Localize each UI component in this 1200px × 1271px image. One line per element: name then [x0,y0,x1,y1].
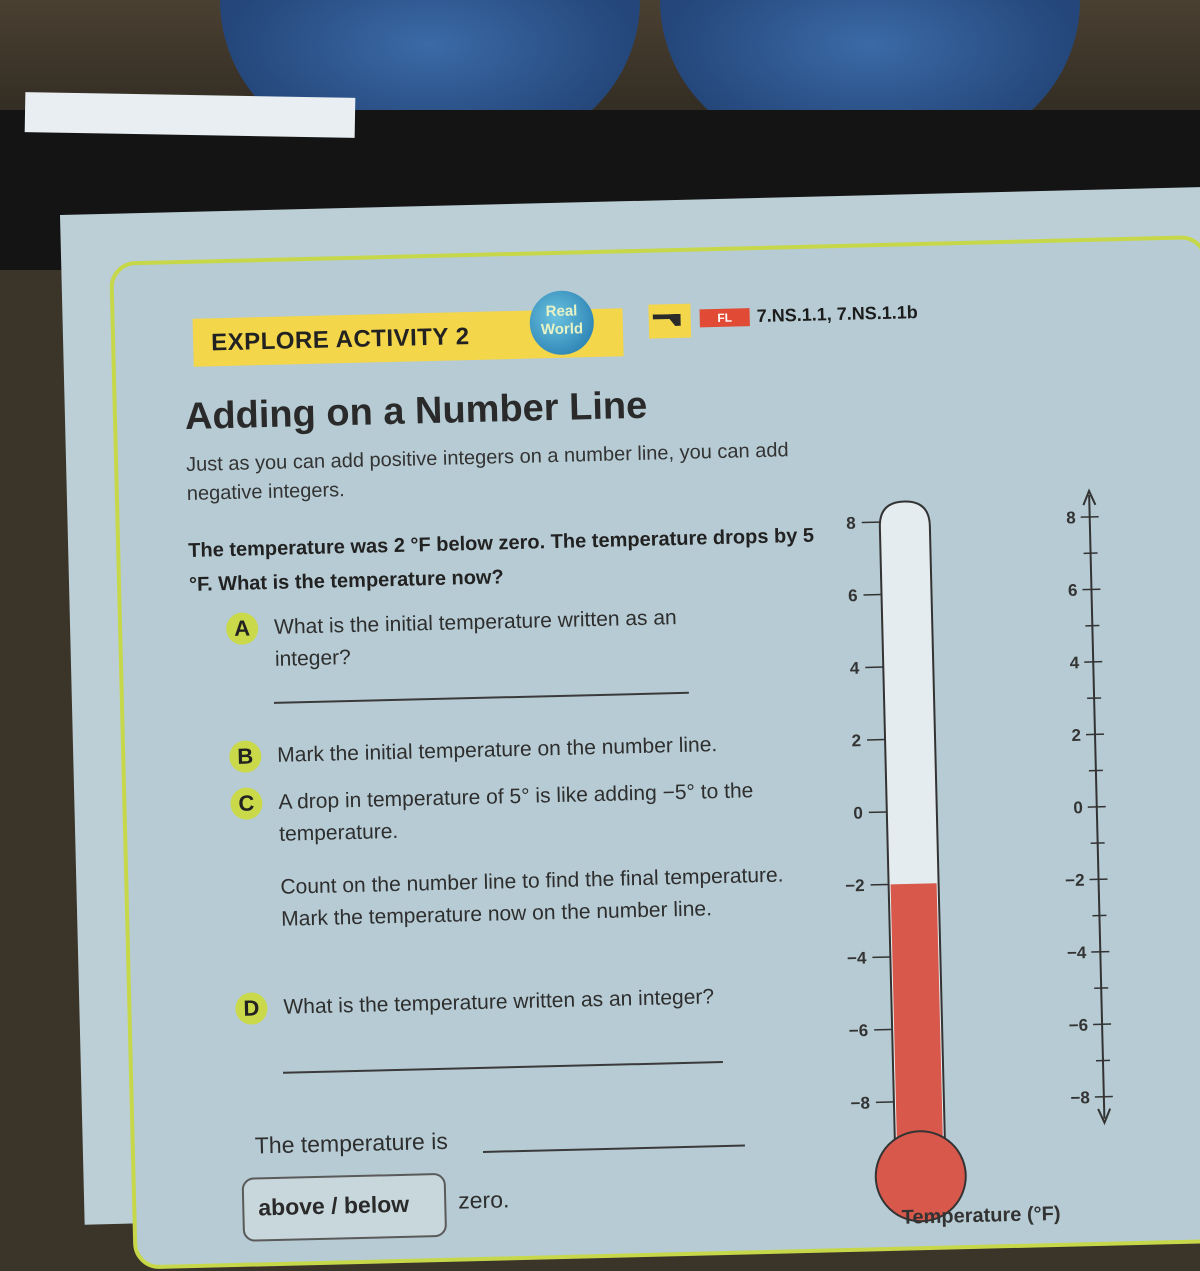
number-line-tick-label: 6 [1068,581,1078,600]
thermometer-mercury [891,883,944,1152]
step-d-marker: D [235,992,268,1025]
number-line-tick-label: 4 [1070,653,1080,672]
step-b [277,727,818,772]
thermometer-tick-label: 6 [848,586,858,605]
step-a-marker: A [226,612,259,645]
thermometer-caption: Temperature (°F) [901,1203,1060,1230]
real-world-badge-icon: Real World [529,290,595,356]
paper-edge [25,92,356,138]
number-line-tick-label: 2 [1071,726,1081,745]
above-below-choice[interactable] [242,1173,448,1242]
step-c-count-text: Count on the number line to find the final temperature. Mark the temperature now on the number line. [280,864,784,931]
step-d-text: What is the temperature written as an integer? [283,985,714,1019]
standards-label: 7.NS.1.1, 7.NS.1.1b [756,302,918,327]
activity-panel [109,235,1200,1270]
banner-title: EXPLORE ACTIVITY 2 [211,323,470,357]
step-b-text: Mark the initial temperature on the number line. [277,733,717,767]
thermometer-and-number-line [819,486,1157,1234]
conclusion-blank[interactable] [483,1145,745,1153]
worksheet-page [60,187,1200,1225]
choice-text: above / below [258,1191,409,1222]
thermometer-tick-label: −8 [850,1093,870,1112]
number-line-tick-label: −4 [1067,943,1087,962]
number-line-tick-label: −2 [1065,871,1085,890]
answer-line-a[interactable] [274,692,689,704]
step-c-count [280,859,821,936]
step-c-text: A drop in temperature of 5° is like adding −5° to the temperature. [278,779,753,846]
number-line-tick-label: −8 [1070,1088,1090,1107]
number-line-tick-label: 0 [1073,798,1083,817]
thermometer-tick-label: 0 [853,804,863,823]
step-d [283,979,824,1024]
number-line-tick-label: 8 [1066,508,1076,527]
florida-state-icon [648,304,691,339]
step-a-text: What is the initial temperature written as an integer? [274,606,677,671]
intro-text: Just as you can add positive integers on a number line, you can add negative integers. [186,434,867,509]
thermometer-tick-label: 2 [851,731,861,750]
number-line-tick-label: −6 [1068,1016,1088,1035]
step-a [274,600,745,675]
conclusion-suffix: zero. [458,1186,510,1214]
page-title: Adding on a Number Line [184,385,647,439]
conclusion-prefix: The temperature is [254,1128,448,1160]
thermometer-tick-label: 8 [846,514,856,533]
answer-line-d[interactable] [283,1061,723,1074]
step-c [278,774,819,851]
thermometer-tick-label: −6 [849,1021,869,1040]
thermometer-tick-label: −4 [847,949,867,968]
thermometer-tick-label: −2 [845,876,865,895]
step-b-marker: B [229,740,262,773]
thermometer-tick-label: 4 [850,659,860,678]
step-c-marker: C [230,787,263,820]
word-problem: The temperature was 2 °F below zero. The temperature drops by 5 °F. What is the temperature now? [188,519,819,602]
state-tag: FL [699,308,749,327]
